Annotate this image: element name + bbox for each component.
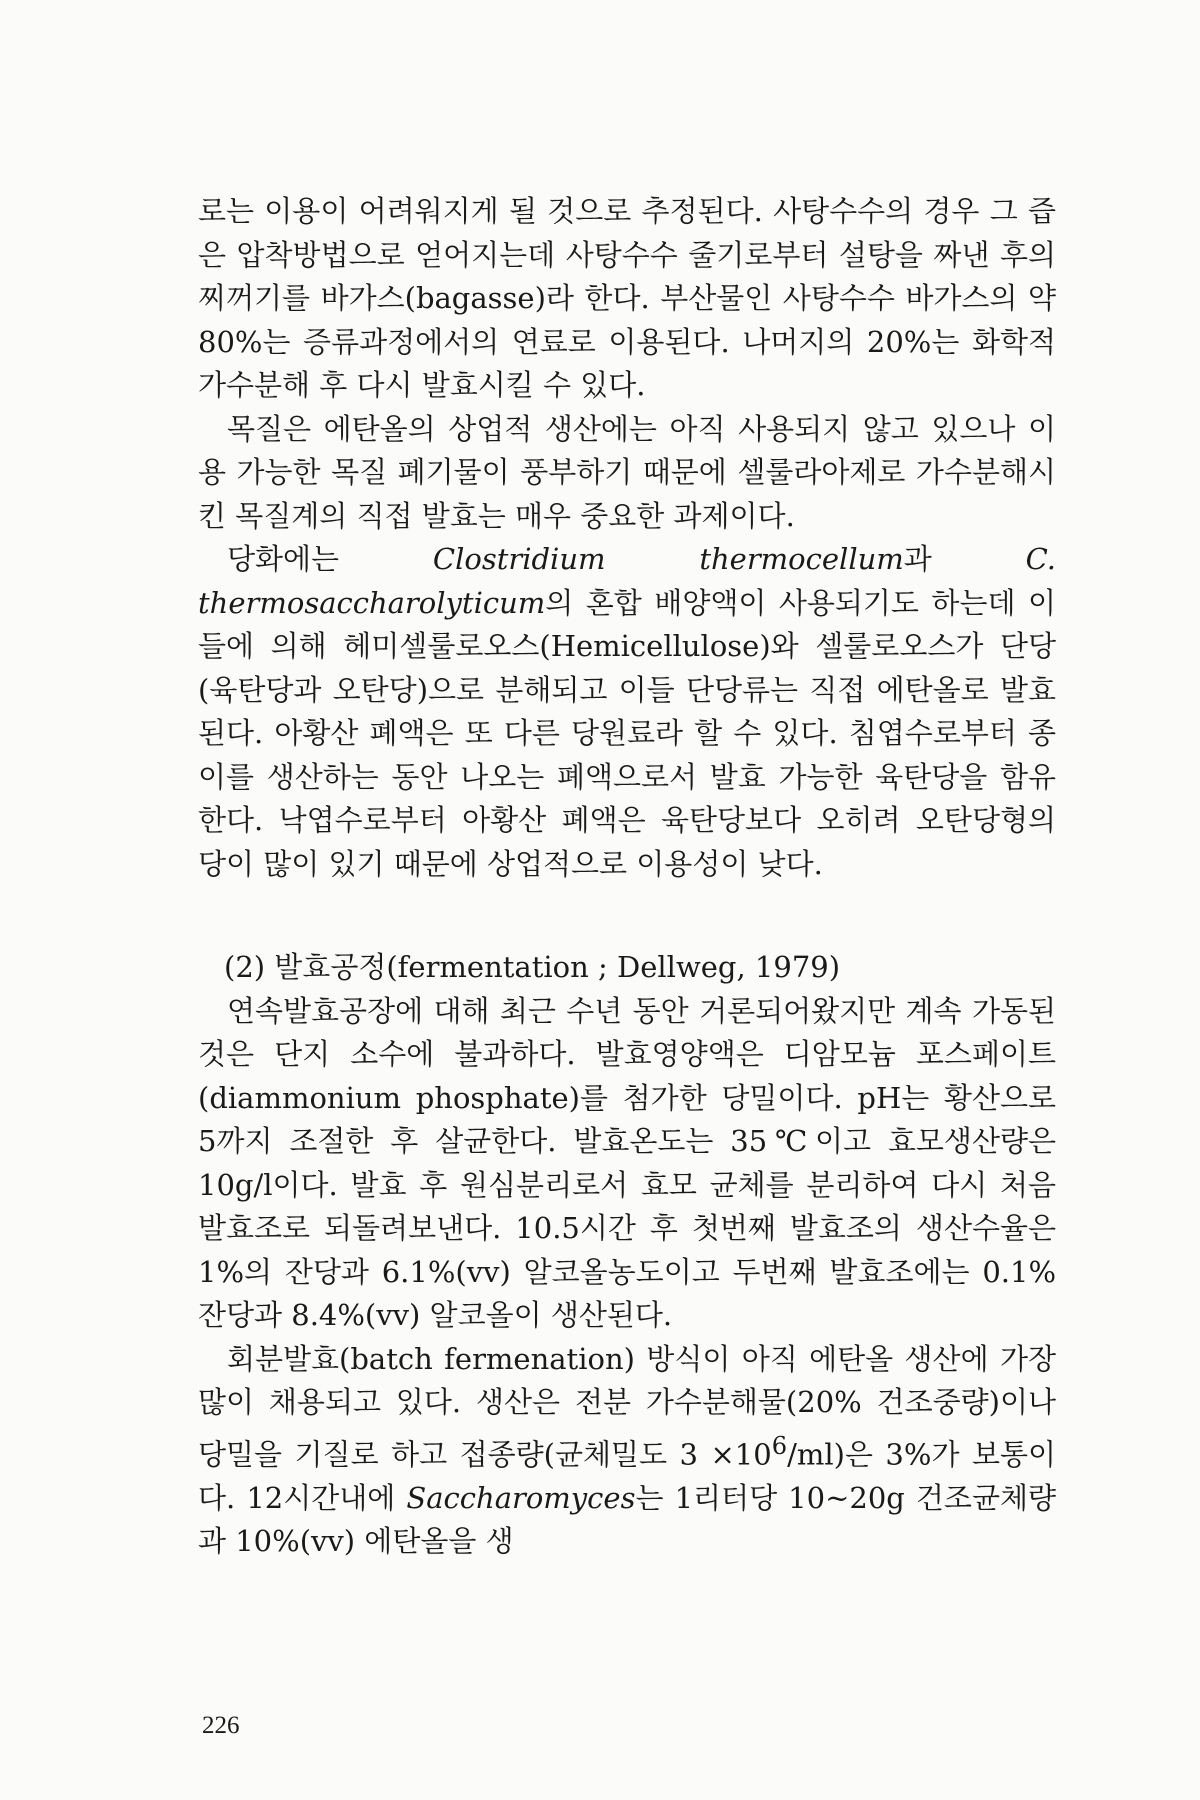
exponent: 6 <box>771 1431 788 1460</box>
text-run: 회분발효(batch fermenation) 방식이 아직 에탄올 생산에 가장 많이 채용되고 있다. 생산은 전분 가수분해물(20% 건조중량)이나 당밀을 기질로 하고 접종량(균체밀도 3 ×10 <box>198 1341 1056 1472</box>
text-run: 의 혼합 배양액이 사용되기도 하는데 이들에 의해 헤미셀룰로오스(Hemicellulose)와 셀룰로오스가 단당(육탄당과 오탄당)으로 분해되고 이들 단당류는 직접 에탄올로 발효된다. 아황산 폐액은 또 다른 당원료라 할 수 있다. 침엽수로부터 종이를 생산하는 동안 나오는 폐액으로서 발효 가능한 육탄당을 함유한다. 낙엽수로부터 아황산 폐액은 육탄당보다 오히려 오탄당형의 당이 많이 있기 때문에 상업적으로 이용성이 낮다. <box>198 585 1056 881</box>
paragraph-sugarcane: 로는 이용이 어려워지게 될 것으로 추정된다. 사탕수수의 경우 그 즙은 압착방법으로 얻어지는데 사탕수수 줄기로부터 설탕을 짜낸 후의 찌꺼기를 바가스(bagasse)라 한다. 부산물인 사탕수수 바가스의 약 80%는 증류과정에서의 연료로 이용된다. 나머지의 20%는 화학적 가수분해 후 다시 발효시킬 수 있다. <box>198 194 1056 402</box>
text-run: 는 1리터당 10~20g 건조균체량과 10%(vv) 에탄올을 생 <box>198 1480 1056 1559</box>
paragraph-batch-fermentation <box>198 1338 1056 1564</box>
section-gap <box>198 886 1056 946</box>
text-run: 과 <box>903 542 1026 576</box>
organism-name: Saccharomyces <box>406 1480 636 1515</box>
page-body <box>198 190 1056 1564</box>
section-heading: (2) 발효공정(fermentation ; Dellweg, 1979) <box>224 950 841 984</box>
page-number: 226 <box>202 1712 240 1739</box>
paragraph-continuous-fermentation: 연속발효공장에 대해 최근 수년 동안 거론되어왔지만 계속 가동된 것은 단지 소수에 불과하다. 발효영양액은 디암모늄 포스페이트(diammonium phosphate)를 첨가한 당밀이다. pH는 황산으로 5까지 조절한 후 살균한다. 발효온도는 35℃이고 효모생산량은 10g/l이다. 발효 후 원심분리로서 효모 균체를 분리하여 다시 처음 발효조로 되돌려보낸다. 10.5시간 후 첫번째 발효조의 생산수율은 1%의 잔당과 6.1%(vv) 알코올농도이고 두번째 발효조에는 0.1% 잔당과 8.4%(vv) 알코올이 생산된다. <box>198 993 1056 1332</box>
organism-name: C. thermosaccharolyticum <box>198 542 1056 620</box>
paragraph-wood: 목질은 에탄올의 상업적 생산에는 아직 사용되지 않고 있으나 이용 가능한 목질 폐기물이 풍부하기 때문에 셀룰라아제로 가수분해시킨 목질계의 직접 발효는 매우 중요한 과제이다. <box>198 411 1056 533</box>
paragraph-saccharification <box>198 538 1056 886</box>
organism-name: Clostridium thermocellum <box>432 542 904 576</box>
text-run: /ml)은 3%가 보통이다. 12시간내에 <box>198 1437 1056 1515</box>
text-run: 당화에는 <box>227 542 433 576</box>
